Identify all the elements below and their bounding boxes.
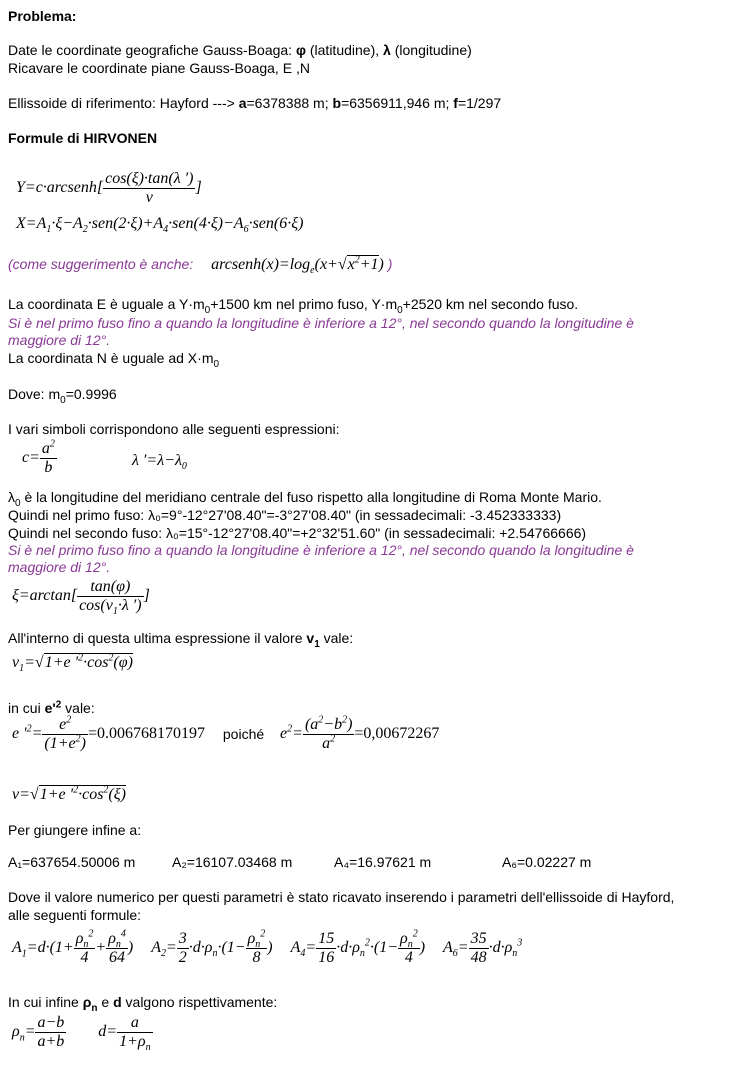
e2-prefix: in cui: [8, 700, 45, 716]
final-mid: e: [97, 994, 114, 1010]
rho-label: ρ: [82, 994, 92, 1010]
formula-rho-d: $\rho_n=$ $\frac{a-b}{a+b}$ d= $\frac{a}{1+\rho_n}$: [12, 1014, 151, 1054]
N-suffix: m: [201, 350, 214, 366]
v1-label: v: [306, 630, 315, 646]
lambda-symbol: λ: [383, 42, 391, 58]
e-sq-value: =0,00672267: [354, 725, 440, 743]
fuso-note-3: Si è nel primo fuso fino a quando la longitudine è inferiore a 12°, nel secondo quando la longitudine è: [8, 542, 634, 558]
d-label: d: [113, 994, 122, 1010]
m0-sub: 0: [60, 394, 66, 406]
m0-prefix: Dove: m: [8, 386, 61, 402]
coordinate-E-line: [8, 296, 579, 316]
lambda0-desc-text: è la longitudine del meridiano centrale del fuso rispetto alla longitudine di Roma Monte Mario.: [24, 489, 602, 505]
e2-sup: 2: [55, 699, 62, 711]
final-prefix: In cui infine: [8, 994, 83, 1010]
lon-label: (longitudine): [390, 42, 472, 58]
secondo-fuso-line: Quindi nel secondo fuso: λ₀=15°-12°27'08.40"=+2°32'51.60" (in sessadecimali: +2.54766666): [8, 525, 587, 541]
v1-line: [8, 630, 354, 650]
v1-sub: 1: [314, 638, 320, 650]
m0-line: [8, 386, 117, 406]
suggestion-line: [8, 254, 393, 277]
f-label: f: [453, 95, 458, 111]
symbols-intro: I vari simboli corrispondono alle seguenti espressioni:: [8, 421, 340, 437]
problem-line1-prefix: Date le coordinate geografiche Gauss-Boaga:: [8, 42, 296, 58]
primo-fuso-line: Quindi nel primo fuso: λ₀=9°-12°27'08.40"=-3°27'08.40" (in sessadecimali: -3.452333333): [8, 507, 562, 523]
poiche-text: poiché: [222, 726, 265, 743]
formula-X: $X=A_1\cdot\xi-A_2\cdot sen(2\cdot\xi)+A_4\cdot sen(4\cdot\xi)-A_6\cdot sen(6\cdot\xi)$: [16, 215, 304, 236]
coordinate-N-line: [8, 350, 220, 370]
e2-line: [8, 700, 95, 716]
b-label: b: [332, 95, 342, 111]
coefficient-A1: A₁=637654.50006 m: [8, 854, 136, 870]
formula-nu: ν=√1+e $'^2\cdot\cos^2(\xi)$: [12, 784, 126, 803]
hirvonen-title: Formule di HIRVONEN: [8, 130, 158, 146]
formula-xi: ξ=arctan[ $\frac{\tan(\varphi)}{\cos(\nu_1\cdot\lambda ')}$ ]: [12, 578, 150, 618]
v1-suffix: vale:: [319, 630, 354, 646]
suggestion-suffix: ): [387, 256, 393, 272]
coefficients-intro: Per giungere infine a:: [8, 822, 142, 838]
fuso-note-4: maggiore di 12°.: [8, 559, 111, 575]
formula-A-coefficients: $A_1=d\cdot(1+$ $\frac{\rho_n^2}{4}$ + $\frac{\rho_n^4}{64}$ ) $A_2=$ $\frac{3}{2}$ $\cdot d\cdot\rho_n\cdot(1-$ $\frac{\rho_n^2}{8}$ ) $A_4=$ $\frac{15}{16}$ $\cdot d\cdot\rho_n^2\cdot(1-$ $\frac{\rho_n^2}{4}$ ) $A_6=$ $\frac{35}{48}$ $\cdot d\cdot\rho_n^3$: [12, 928, 523, 966]
formula-arcsenh: $arcsenh(x)=\log_e(x+√x^2+1)$: [211, 254, 384, 277]
fuso-note-2: maggiore di 12°.: [8, 332, 111, 348]
e2-suffix: vale:: [61, 700, 95, 716]
problem-line-2: Ricavare le coordinate piane Gauss-Boaga, E ,N: [8, 60, 310, 76]
v1-prefix: All'interno di questa ultima espressione il valore: [8, 630, 307, 646]
explanation-line-1: Dove il valore numerico per questi parametri è stato ricavato inserendo i parametri dell'ellissoide di Hayford,: [8, 889, 675, 905]
a-value: =6378388 m;: [246, 95, 333, 111]
lambda0-desc: $\lambda_0$ è la longitudine del meridiano centrale del fuso rispetto alla longitudine di Roma Monte Mario.: [8, 489, 602, 509]
ellipsoid-prefix: Ellissoide di riferimento: Hayford --->: [8, 95, 239, 111]
formula-lambda-prime: λ $'=\lambda-\lambda_0$: [132, 452, 187, 473]
formula-c: c= $\frac{a^2}{b}$: [22, 438, 55, 476]
E-mid: +1500 km nel primo fuso, Y·m: [210, 296, 398, 312]
E-sub-2: 0: [397, 304, 403, 316]
N-prefix: La coordinata N è uguale ad X·: [8, 350, 202, 366]
f-value: =1/297: [457, 95, 502, 111]
e-prime-sq-value: =0.006768170197: [87, 725, 205, 743]
b-value: =6356911,946 m;: [341, 95, 454, 111]
m0-value: =0.9996: [65, 386, 117, 402]
ellipsoid-line: [8, 95, 501, 111]
lat-label: (latitudine),: [305, 42, 384, 58]
problem-title: Problema:: [8, 8, 77, 24]
coefficient-A6: A₆=0.02227 m: [502, 854, 592, 870]
e2-label: e': [44, 700, 56, 716]
coefficient-A4: A₄=16.97621 m: [334, 854, 432, 870]
final-line: [8, 994, 278, 1014]
E-sub-1: 0: [204, 304, 211, 316]
a-label: a: [238, 95, 247, 111]
problem-line-1: [8, 42, 472, 58]
rho-sub: n: [91, 1002, 98, 1014]
E-prefix: La coordinata E è uguale a Y·m: [8, 296, 205, 312]
explanation-line-2: alle seguenti formule:: [8, 907, 142, 923]
final-suffix: valgono rispettivamente:: [121, 994, 278, 1010]
formula-Y: Y=c·arcsenh[ $\frac{\cos(\xi)\cdot\tan(\lambda ')}{\nu}$ ]: [16, 170, 202, 206]
phi-symbol: φ: [295, 42, 306, 58]
N-sub: 0: [213, 358, 220, 370]
fuso-note-1: Si è nel primo fuso fino a quando la longitudine è inferiore a 12°, nel secondo quando la longitudine è: [8, 315, 634, 331]
E-suffix: +2520 km nel secondo fuso.: [402, 296, 579, 312]
formula-nu1: $\nu_1=√1+e$ $'^2\cdot\cos^2(\varphi)$: [12, 652, 133, 675]
suggestion-prefix: (come suggerimento è anche:: [8, 256, 194, 272]
formula-e-prime-sq: e $'^2=$ $\frac{e^2}{(1+e^2)}$ =0.006768170197 poiché $e^2=$ $\frac{(a^2-b^2)}{a^2}$ =0,00672267: [12, 714, 440, 752]
coefficient-A2: A₂=16107.03468 m: [172, 854, 293, 870]
